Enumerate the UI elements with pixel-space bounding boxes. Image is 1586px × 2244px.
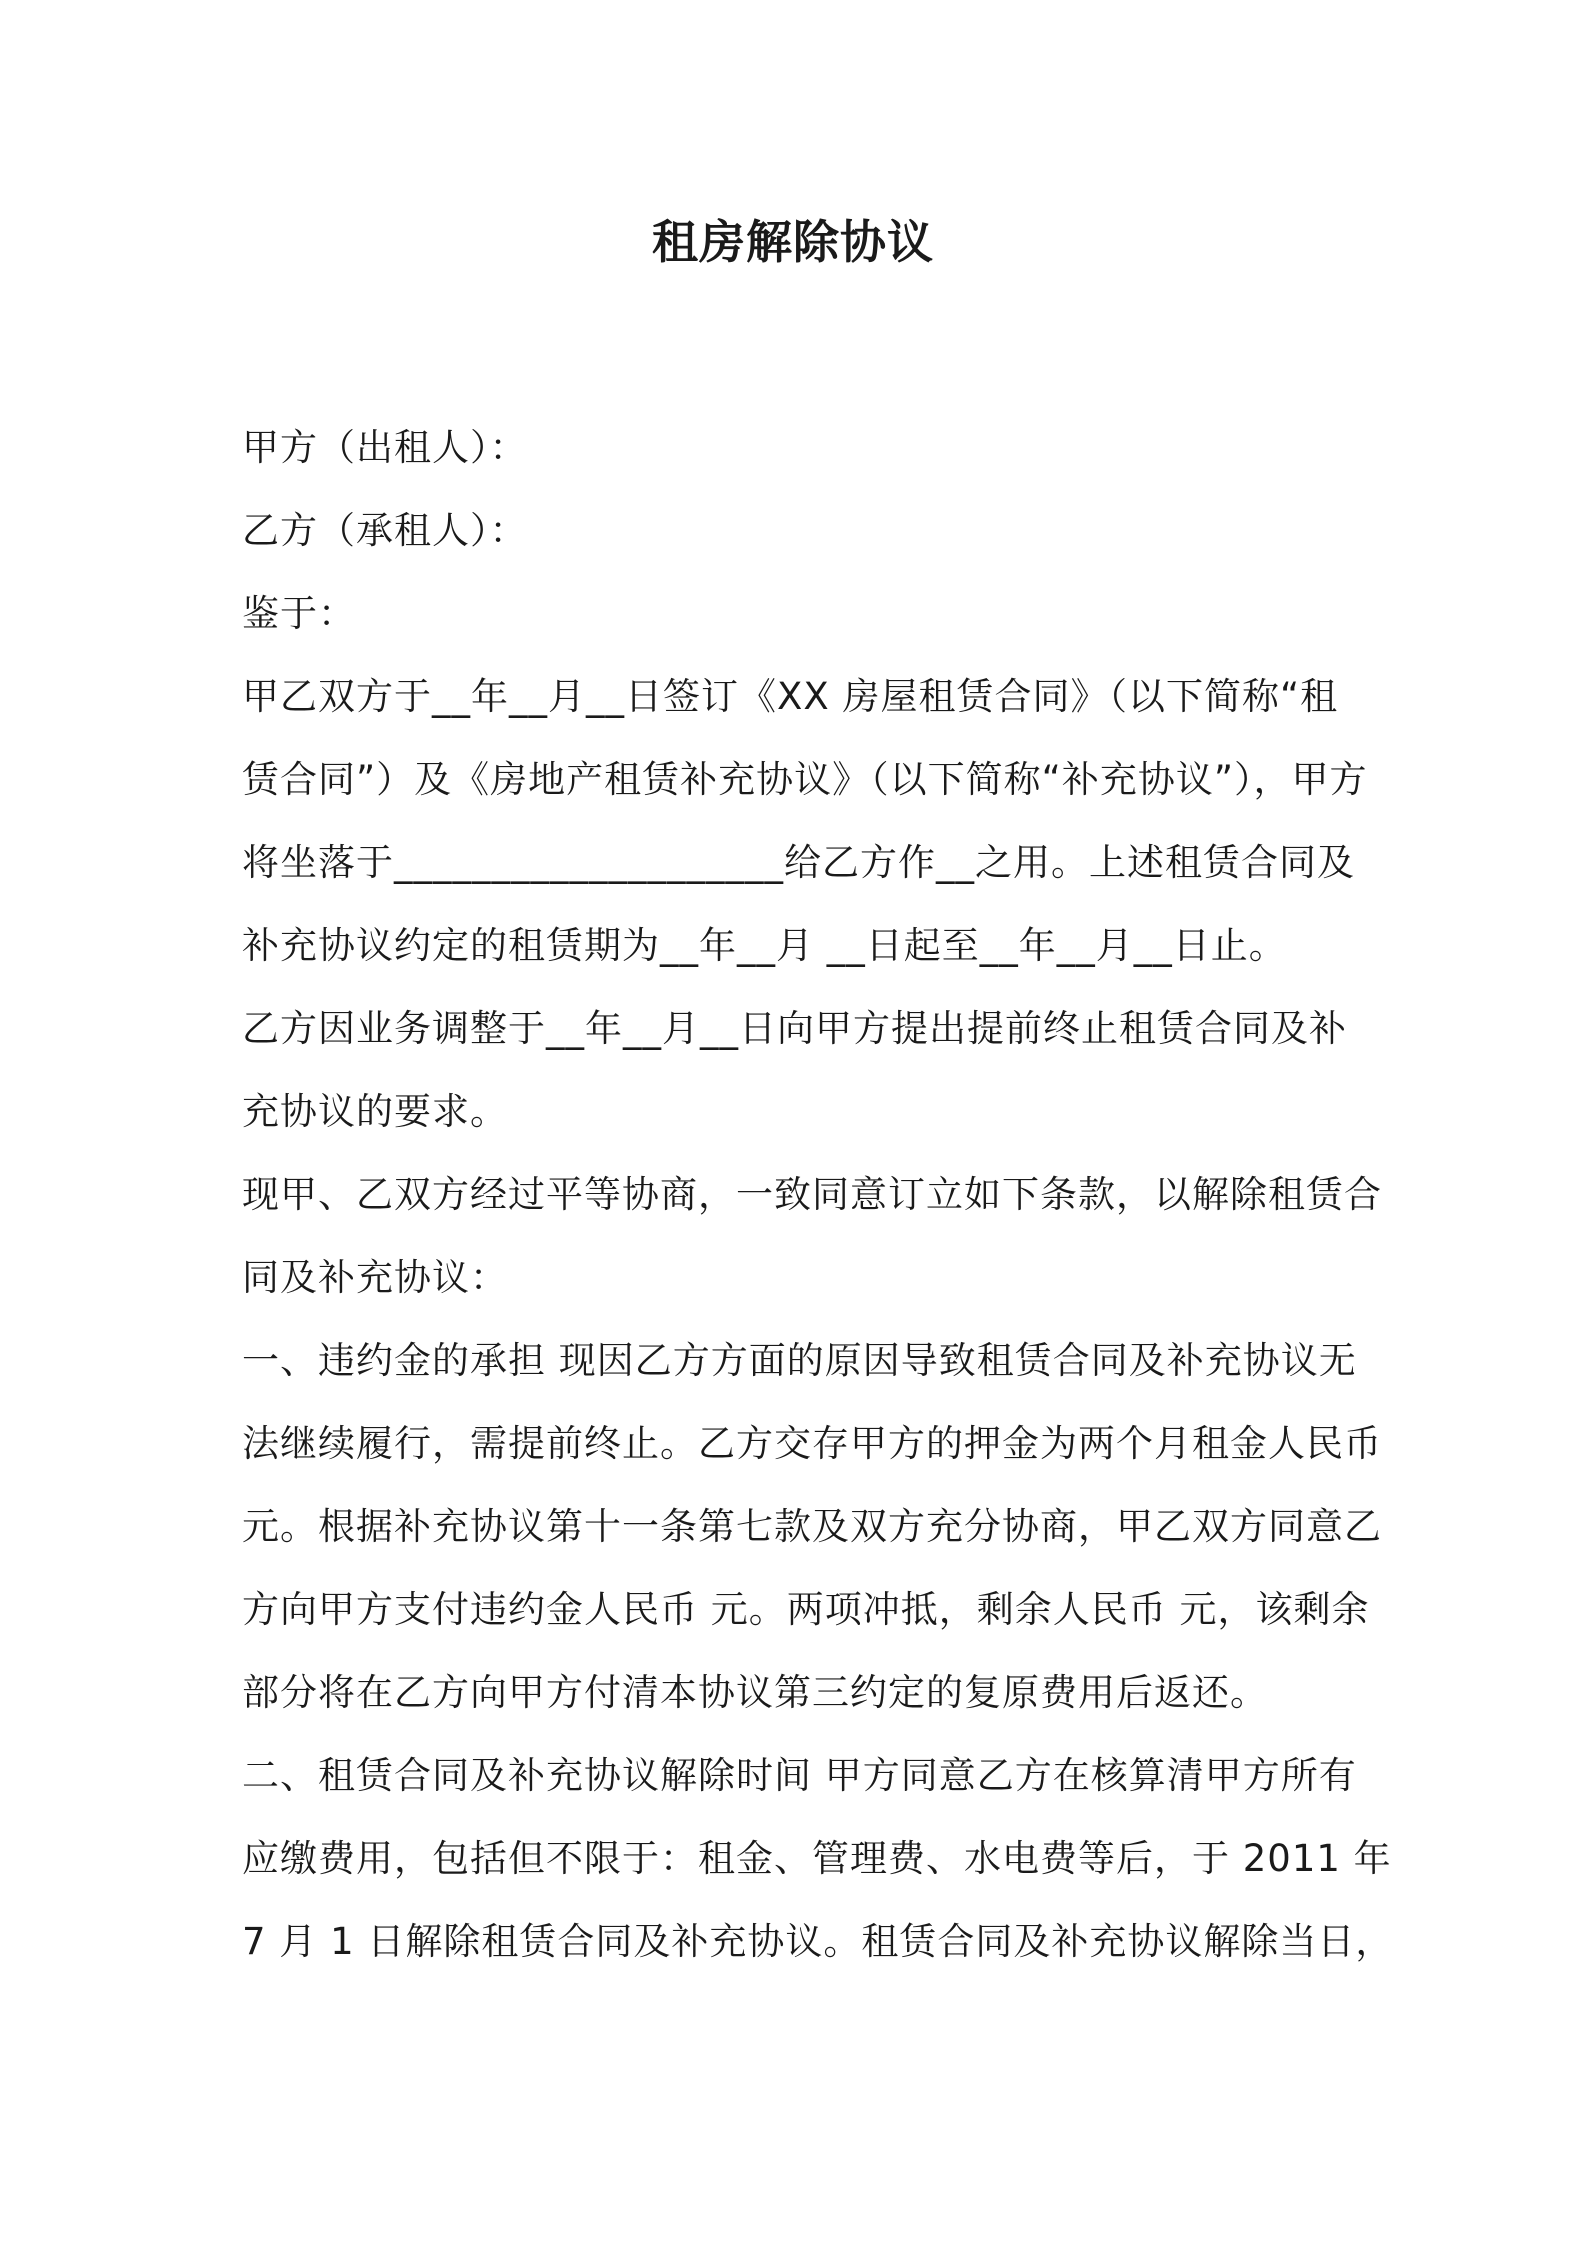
paragraph-line: 充协议的要求。 (242, 1090, 508, 1133)
paragraph-line: 将坐落于____________________给乙方作__之用。上述租赁合同及 (242, 841, 1355, 884)
paragraph-line: 现甲、乙双方经过平等协商，一致同意订立如下条款，以解除租赁合 (242, 1173, 1382, 1216)
whereas-line: 鉴于： (242, 592, 356, 635)
paragraph-line: 补充协议约定的租赁期为__年__月 __日起至__年__月__日止。 (242, 924, 1287, 967)
paragraph-line: 同及补充协议： (242, 1256, 508, 1299)
party-b-line: 乙方（承租人）： (242, 509, 528, 552)
party-a-line: 甲方（出租人）： (242, 426, 528, 469)
clause-2-line: 二、租赁合同及补充协议解除时间 甲方同意乙方在核算清甲方所有 (242, 1754, 1357, 1797)
paragraph-line: 甲乙双方于__年__月__日签订《XX 房屋租赁合同》（以下简称“租 (242, 675, 1339, 718)
clause-1-line: 元。根据补充协议第十一条第七款及双方充分协商，甲乙双方同意乙 (242, 1505, 1382, 1548)
document-title: 租房解除协议 (652, 215, 934, 269)
document-body (242, 406, 1394, 1983)
clause-2-line: 7 月 1 日解除租赁合同及补充协议。租赁合同及补充协议解除当日， (242, 1920, 1394, 1963)
clause-1-line: 部分将在乙方向甲方付清本协议第三约定的复原费用后返还。 (242, 1671, 1268, 1714)
clause-1-line: 一、违约金的承担 现因乙方方面的原因导致租赁合同及补充协议无 (242, 1339, 1357, 1382)
clause-1-line: 方向甲方支付违约金人民币 元。两项冲抵，剩余人民币 元，该剩余 (242, 1588, 1370, 1631)
clause-1-line: 法继续履行，需提前终止。乙方交存甲方的押金为两个月租金人民币 (242, 1422, 1382, 1465)
paragraph-line: 乙方因业务调整于__年__月__日向甲方提出提前终止租赁合同及补 (242, 1007, 1347, 1050)
paragraph-line: 赁合同”）及《房地产租赁补充协议》（以下简称“补充协议”），甲方 (242, 758, 1368, 801)
clause-2-line: 应缴费用，包括但不限于：租金、管理费、水电费等后，于 2011 年 (242, 1837, 1392, 1880)
